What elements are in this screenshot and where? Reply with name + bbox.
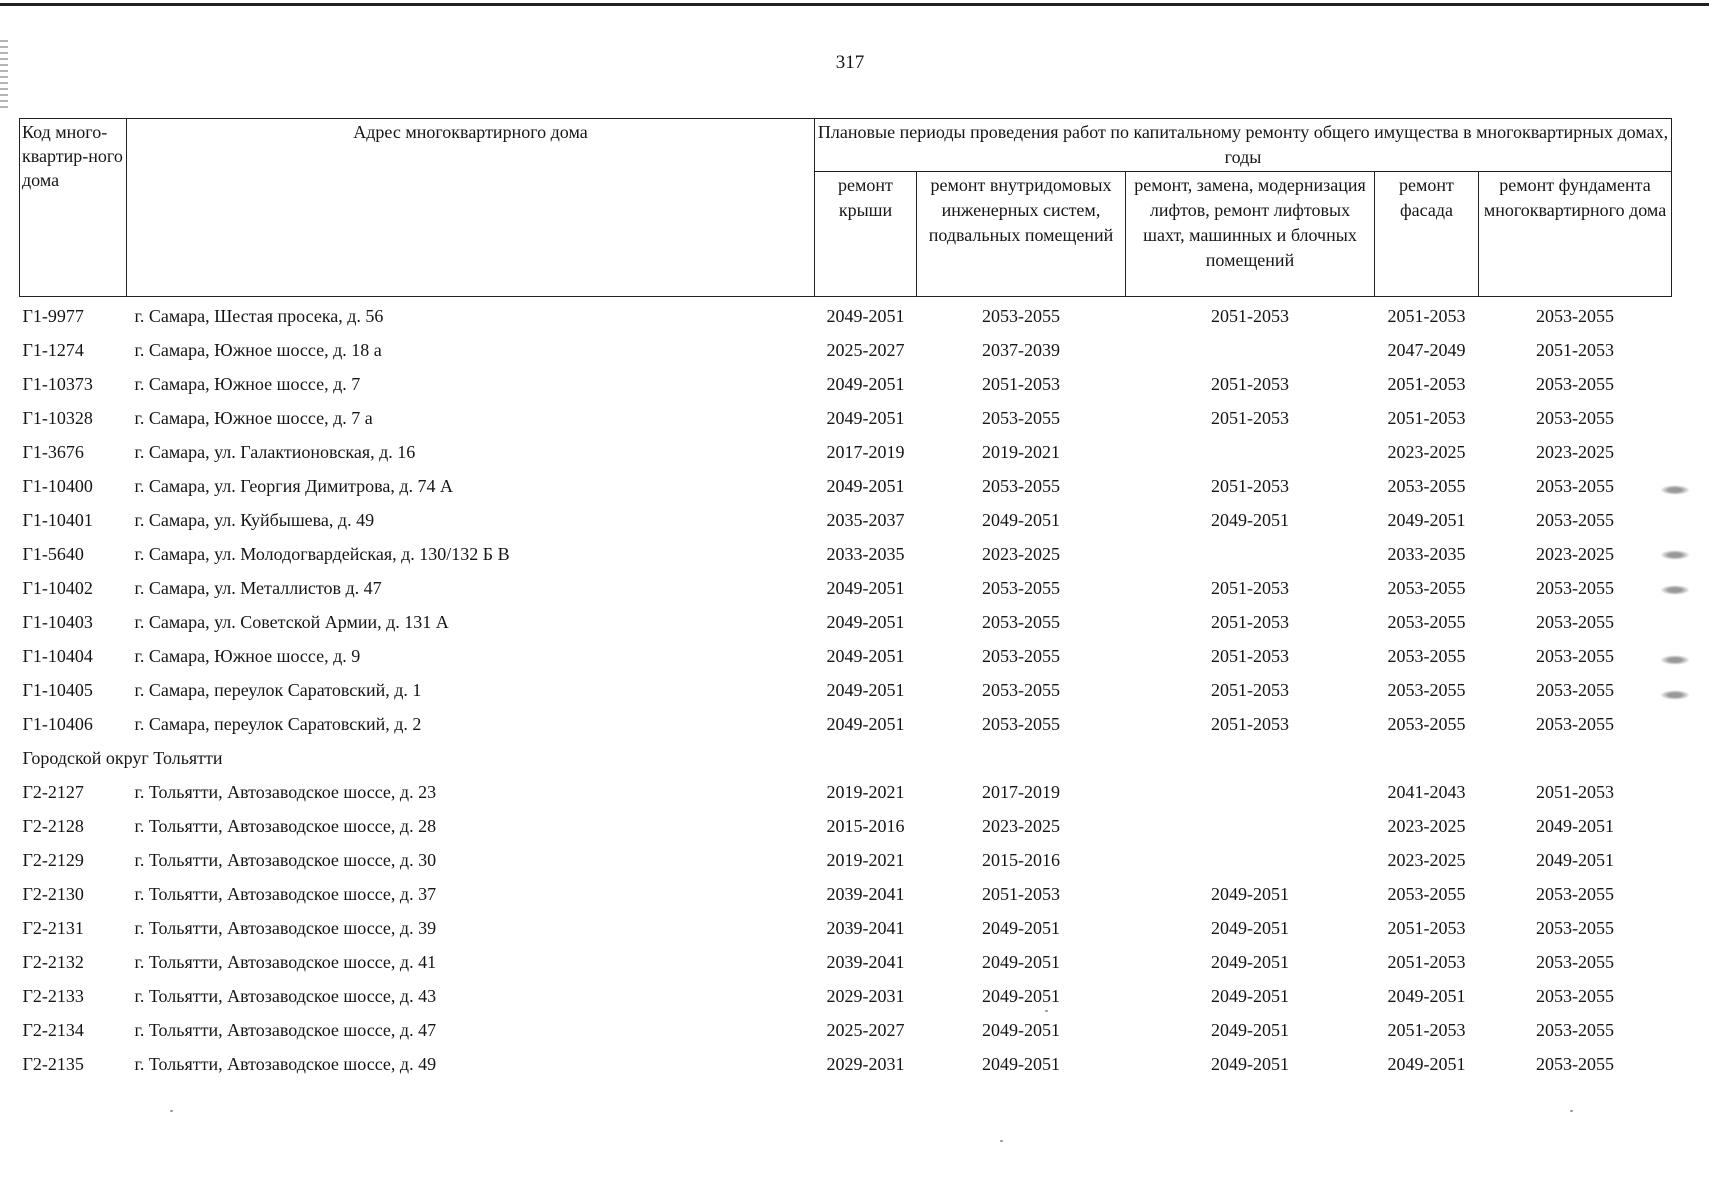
cell-elevators: 2051-2053 <box>1211 475 1289 496</box>
cell-foundation: 2053-2055 <box>1536 1019 1614 1040</box>
cell-elevators: 2051-2053 <box>1211 611 1289 632</box>
cell-elevators: 2051-2053 <box>1211 305 1289 326</box>
cell-foundation: 2053-2055 <box>1536 373 1614 394</box>
cell-facade: 2049-2051 <box>1387 1053 1466 1074</box>
cell-foundation: 2023-2025 <box>1536 441 1614 462</box>
cell-systems: 2017-2019 <box>982 781 1060 802</box>
cell-roof: 2039-2041 <box>826 883 905 904</box>
cell-address: г. Самара, Южное шоссе, д. 9 <box>134 645 361 666</box>
cell-facade: 2051-2053 <box>1387 1019 1466 1040</box>
cell-systems: 2049-2051 <box>982 951 1060 972</box>
scan-speck <box>1045 1010 1048 1012</box>
cell-foundation: 2053-2055 <box>1536 713 1614 734</box>
cell-roof: 2049-2051 <box>826 407 905 428</box>
cell-code: Г2-2133 <box>22 985 84 1006</box>
cell-foundation: 2053-2055 <box>1536 883 1614 904</box>
cell-foundation: 2053-2055 <box>1536 951 1614 972</box>
scan-speck <box>1000 1140 1003 1142</box>
cell-foundation: 2053-2055 <box>1536 305 1614 326</box>
cell-elevators: 2049-2051 <box>1211 883 1289 904</box>
cell-foundation: 2053-2055 <box>1536 407 1614 428</box>
scan-edge-artifact <box>0 40 8 110</box>
scan-speck <box>170 1110 173 1112</box>
cell-roof: 2035-2037 <box>826 509 905 530</box>
cell-address: г. Самара, переулок Саратовский, д. 2 <box>134 713 422 734</box>
table-row <box>20 297 1672 334</box>
table-row <box>20 673 1672 707</box>
cell-code: Г1-3676 <box>22 441 84 462</box>
cell-foundation: 2053-2055 <box>1536 611 1614 632</box>
cell-foundation: 2053-2055 <box>1536 645 1614 666</box>
header-address: Адрес многоквартирного дома <box>127 119 815 297</box>
cell-facade: 2041-2043 <box>1387 781 1466 802</box>
cell-roof: 2033-2035 <box>826 543 905 564</box>
cell-elevators <box>1126 435 1375 469</box>
header-elevators: ремонт, замена, модернизация лифтов, ремонт лифтовых шахт, машинных и блочных помещений <box>1126 172 1375 297</box>
cell-systems: 2015-2016 <box>982 849 1060 870</box>
cell-code: Г2-2132 <box>22 951 84 972</box>
cell-facade: 2051-2053 <box>1387 305 1466 326</box>
cell-roof: 2025-2027 <box>826 1019 905 1040</box>
cell-code: Г2-2131 <box>22 917 84 938</box>
table-row <box>20 1013 1672 1047</box>
cell-facade: 2053-2055 <box>1387 475 1466 496</box>
cell-foundation: 2053-2055 <box>1536 917 1614 938</box>
header-roof: ремонт крыши <box>815 172 917 297</box>
cell-elevators: 2049-2051 <box>1211 1053 1289 1074</box>
table-row <box>20 1047 1672 1081</box>
cell-elevators: 2049-2051 <box>1211 917 1289 938</box>
cell-roof: 2049-2051 <box>826 305 905 326</box>
table-row <box>20 809 1672 843</box>
table-row <box>20 979 1672 1013</box>
cell-roof: 2017-2019 <box>826 441 905 462</box>
cell-foundation: 2053-2055 <box>1536 509 1614 530</box>
header-row-top <box>20 119 1672 172</box>
cell-code: Г1-10406 <box>22 713 93 734</box>
cell-elevators: 2049-2051 <box>1211 985 1289 1006</box>
cell-address: г. Тольятти, Автозаводское шоссе, д. 23 <box>134 781 437 802</box>
cell-roof: 2049-2051 <box>826 577 905 598</box>
cell-facade: 2051-2053 <box>1387 407 1466 428</box>
cell-address: г. Тольятти, Автозаводское шоссе, д. 43 <box>134 985 437 1006</box>
cell-systems: 2049-2051 <box>982 917 1060 938</box>
cell-systems: 2049-2051 <box>982 509 1060 530</box>
cell-facade: 2047-2049 <box>1387 339 1466 360</box>
cell-facade: 2033-2035 <box>1387 543 1466 564</box>
top-rule <box>0 3 1709 6</box>
cell-facade: 2053-2055 <box>1387 577 1466 598</box>
cell-facade: 2051-2053 <box>1387 951 1466 972</box>
cell-code: Г1-10400 <box>22 475 93 496</box>
repair-schedule-table <box>19 118 1672 1081</box>
cell-facade: 2023-2025 <box>1387 849 1466 870</box>
cell-systems: 2019-2021 <box>982 441 1060 462</box>
cell-roof: 2019-2021 <box>826 849 905 870</box>
cell-elevators <box>1126 843 1375 877</box>
cell-foundation: 2053-2055 <box>1536 1053 1614 1074</box>
cell-code: Г1-5640 <box>22 543 84 564</box>
table-row <box>20 605 1672 639</box>
cell-roof: 2049-2051 <box>826 373 905 394</box>
cell-elevators: 2049-2051 <box>1211 509 1289 530</box>
cell-elevators <box>1126 537 1375 571</box>
cell-facade: 2053-2055 <box>1387 883 1466 904</box>
table-row <box>20 707 1672 741</box>
cell-address: г. Самара, Шестая просека, д. 56 <box>134 305 384 326</box>
cell-facade: 2049-2051 <box>1387 509 1466 530</box>
cell-elevators: 2051-2053 <box>1211 373 1289 394</box>
table-row <box>20 367 1672 401</box>
cell-address: г. Тольятти, Автозаводское шоссе, д. 41 <box>134 951 437 972</box>
table-row <box>20 775 1672 809</box>
cell-address: г. Тольятти, Автозаводское шоссе, д. 47 <box>134 1019 437 1040</box>
scan-smudge <box>1660 690 1690 700</box>
cell-systems: 2049-2051 <box>982 1053 1060 1074</box>
cell-systems: 2053-2055 <box>982 679 1060 700</box>
table-row <box>20 639 1672 673</box>
cell-foundation: 2051-2053 <box>1536 339 1614 360</box>
cell-foundation: 2053-2055 <box>1536 577 1614 598</box>
header-code: Код много-квартир-ного дома <box>20 119 127 297</box>
cell-code: Г2-2134 <box>22 1019 84 1040</box>
cell-address: г. Самара, ул. Галактионовская, д. 16 <box>134 441 416 462</box>
cell-facade: 2051-2053 <box>1387 917 1466 938</box>
table-row <box>20 945 1672 979</box>
cell-systems: 2053-2055 <box>982 645 1060 666</box>
cell-foundation: 2023-2025 <box>1536 543 1614 564</box>
cell-roof: 2019-2021 <box>826 781 905 802</box>
cell-address: г. Тольятти, Автозаводское шоссе, д. 28 <box>134 815 437 836</box>
cell-address: г. Самара, ул. Металлистов д. 47 <box>134 577 382 598</box>
cell-roof: 2025-2027 <box>826 339 905 360</box>
cell-systems: 2053-2055 <box>982 577 1060 598</box>
cell-elevators: 2051-2053 <box>1211 407 1289 428</box>
cell-code: Г1-9977 <box>22 305 84 326</box>
header-systems: ремонт внутридомовых инженерных систем, подвальных помещений <box>917 172 1126 297</box>
cell-address: г. Самара, ул. Советской Армии, д. 131 А <box>134 611 449 632</box>
table-row <box>20 911 1672 945</box>
cell-systems: 2051-2053 <box>982 373 1060 394</box>
cell-facade: 2053-2055 <box>1387 713 1466 734</box>
cell-facade: 2053-2055 <box>1387 679 1466 700</box>
table-body <box>20 297 1672 1082</box>
cell-roof: 2029-2031 <box>826 985 905 1006</box>
cell-roof: 2039-2041 <box>826 951 905 972</box>
scan-smudge <box>1660 485 1690 495</box>
cell-systems: 2053-2055 <box>982 713 1060 734</box>
cell-systems: 2049-2051 <box>982 1019 1060 1040</box>
header-periods-group: Плановые периоды проведения работ по капитальному ремонту общего имущества в многоквартирных домах, годы <box>815 119 1672 172</box>
cell-code: Г2-2130 <box>22 883 84 904</box>
header-foundation: ремонт фундамента многоквартирного дома <box>1479 172 1672 297</box>
cell-elevators: 2051-2053 <box>1211 679 1289 700</box>
cell-roof: 2029-2031 <box>826 1053 905 1074</box>
table-row <box>20 537 1672 571</box>
cell-address: г. Самара, Южное шоссе, д. 7 <box>134 373 361 394</box>
cell-facade: 2053-2055 <box>1387 611 1466 632</box>
cell-address: г. Тольятти, Автозаводское шоссе, д. 49 <box>134 1053 437 1074</box>
cell-facade: 2051-2053 <box>1387 373 1466 394</box>
cell-foundation: 2049-2051 <box>1536 849 1614 870</box>
cell-code: Г2-2127 <box>22 781 84 802</box>
header-facade: ремонт фасада <box>1375 172 1479 297</box>
cell-systems: 2053-2055 <box>982 475 1060 496</box>
cell-code: Г1-1274 <box>22 339 84 360</box>
table-header <box>20 119 1672 297</box>
cell-systems: 2023-2025 <box>982 543 1060 564</box>
cell-address: г. Самара, ул. Молодогвардейская, д. 130/132 Б В <box>134 543 510 564</box>
page-number: 317 <box>835 52 865 73</box>
scan-smudge <box>1660 585 1690 595</box>
cell-roof: 2015-2016 <box>826 815 905 836</box>
table-row <box>20 333 1672 367</box>
table-row <box>20 877 1672 911</box>
cell-code: Г1-10402 <box>22 577 93 598</box>
table-row <box>20 843 1672 877</box>
cell-code: Г1-10403 <box>22 611 93 632</box>
cell-address: г. Самара, ул. Георгия Димитрова, д. 74 А <box>134 475 454 496</box>
cell-facade: 2023-2025 <box>1387 441 1466 462</box>
cell-systems: 2023-2025 <box>982 815 1060 836</box>
group-row <box>20 741 1672 775</box>
cell-foundation: 2053-2055 <box>1536 985 1614 1006</box>
cell-foundation: 2049-2051 <box>1536 815 1614 836</box>
cell-systems: 2053-2055 <box>982 305 1060 326</box>
cell-elevators: 2051-2053 <box>1211 577 1289 598</box>
cell-address: г. Тольятти, Автозаводское шоссе, д. 37 <box>134 883 437 904</box>
cell-code: Г2-2129 <box>22 849 84 870</box>
table-row <box>20 435 1672 469</box>
cell-code: Г1-10404 <box>22 645 93 666</box>
cell-elevators: 2049-2051 <box>1211 951 1289 972</box>
cell-code: Г2-2135 <box>22 1053 84 1074</box>
cell-address: г. Тольятти, Автозаводское шоссе, д. 39 <box>134 917 437 938</box>
cell-systems: 2053-2055 <box>982 407 1060 428</box>
cell-elevators: 2051-2053 <box>1211 713 1289 734</box>
cell-systems: 2053-2055 <box>982 611 1060 632</box>
cell-elevators <box>1126 775 1375 809</box>
cell-foundation: 2053-2055 <box>1536 475 1614 496</box>
cell-address: г. Самара, Южное шоссе, д. 7 а <box>134 407 373 428</box>
cell-code: Г1-10373 <box>22 373 93 394</box>
cell-elevators <box>1126 809 1375 843</box>
table-row <box>20 571 1672 605</box>
cell-facade: 2023-2025 <box>1387 815 1466 836</box>
cell-elevators: 2049-2051 <box>1211 1019 1289 1040</box>
cell-facade: 2053-2055 <box>1387 645 1466 666</box>
table-row <box>20 469 1672 503</box>
scan-smudge <box>1660 550 1690 560</box>
cell-systems: 2037-2039 <box>982 339 1060 360</box>
cell-address: г. Тольятти, Автозаводское шоссе, д. 30 <box>134 849 437 870</box>
cell-roof: 2049-2051 <box>826 475 905 496</box>
cell-code: Г2-2128 <box>22 815 84 836</box>
cell-address: г. Самара, Южное шоссе, д. 18 а <box>134 339 382 360</box>
table-row <box>20 401 1672 435</box>
cell-code: Г1-10405 <box>22 679 93 700</box>
cell-foundation: 2053-2055 <box>1536 679 1614 700</box>
cell-address: г. Самара, ул. Куйбышева, д. 49 <box>134 509 375 530</box>
cell-roof: 2039-2041 <box>826 917 905 938</box>
cell-systems: 2049-2051 <box>982 985 1060 1006</box>
cell-address: г. Самара, переулок Саратовский, д. 1 <box>134 679 422 700</box>
cell-facade: 2049-2051 <box>1387 985 1466 1006</box>
cell-elevators: 2051-2053 <box>1211 645 1289 666</box>
cell-code: Г1-10328 <box>22 407 93 428</box>
group-title: Городской округ Тольятти <box>22 747 223 768</box>
cell-foundation: 2051-2053 <box>1536 781 1614 802</box>
cell-code: Г1-10401 <box>22 509 93 530</box>
cell-elevators <box>1126 333 1375 367</box>
scan-smudge <box>1660 655 1690 665</box>
cell-roof: 2049-2051 <box>826 713 905 734</box>
cell-roof: 2049-2051 <box>826 611 905 632</box>
scan-speck <box>1570 1110 1573 1112</box>
cell-roof: 2049-2051 <box>826 645 905 666</box>
cell-roof: 2049-2051 <box>826 679 905 700</box>
cell-systems: 2051-2053 <box>982 883 1060 904</box>
table-row <box>20 503 1672 537</box>
